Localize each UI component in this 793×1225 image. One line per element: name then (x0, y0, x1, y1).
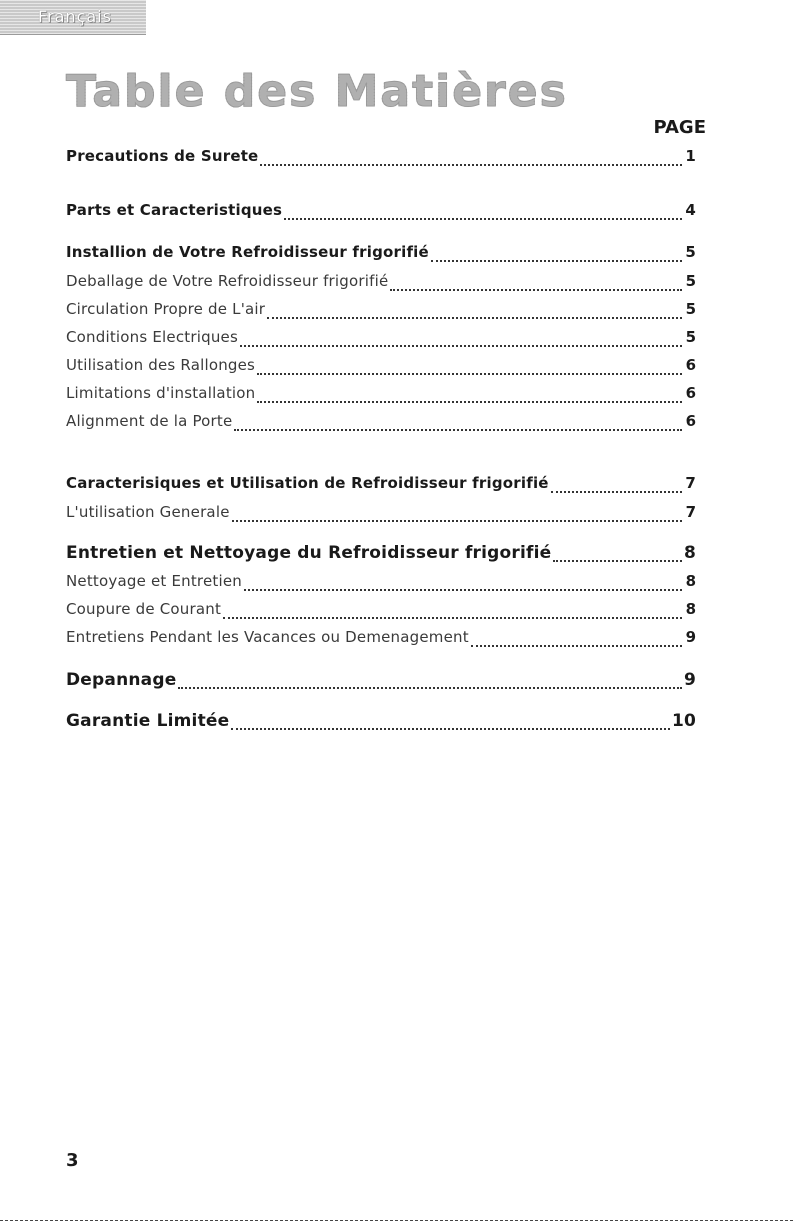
toc-entry (66, 628, 696, 652)
toc-entry-label: Entretiens Pendant les Vacances ou Demenagement (66, 628, 469, 646)
toc-entry-page: 4 (685, 201, 696, 219)
toc-entry-label: Garantie Limitée (66, 711, 230, 731)
toc-entry (66, 503, 696, 527)
toc-entry-page: 9 (683, 670, 696, 690)
leader-dots (244, 589, 682, 591)
toc-entry (66, 543, 696, 567)
leader-dots (390, 289, 682, 291)
toc-entry-page: 7 (685, 503, 696, 521)
toc-entry (66, 670, 696, 694)
toc-entry-page: 1 (685, 147, 696, 165)
toc-entry (66, 412, 696, 436)
toc-entry-label: L'utilisation Generale (66, 503, 230, 521)
leader-dots (231, 728, 670, 730)
toc-entry-page: 5 (685, 300, 696, 318)
toc-entry-page: 5 (685, 243, 696, 261)
toc-entry-page: 10 (671, 711, 696, 731)
leader-dots (178, 687, 682, 689)
language-tab (0, 0, 146, 35)
toc-entry-page: 6 (685, 412, 696, 430)
toc-entry (66, 272, 696, 296)
toc-entry (66, 711, 696, 735)
toc-entry (66, 328, 696, 352)
toc-entry-label: Circulation Propre de L'air (66, 300, 266, 318)
toc-entry-label: Parts et Caracteristiques (66, 201, 283, 219)
toc-entry-label: Caracterisiques et Utilisation de Refroidisseur frigorifié (66, 474, 549, 492)
toc-entry-label: Limitations d'installation (66, 384, 256, 402)
toc-entry-page: 8 (685, 600, 696, 618)
toc-entry-page: 5 (685, 272, 696, 290)
leader-dots (240, 345, 682, 347)
toc-entry-page: 9 (685, 628, 696, 646)
toc-entry-label: Nettoyage et Entretien (66, 572, 242, 590)
toc-entry-page: 8 (685, 572, 696, 590)
toc-entry (66, 600, 696, 624)
toc-entry-label: Deballage de Votre Refroidisseur frigorifié (66, 272, 389, 290)
toc-entry-label: Depannage (66, 670, 177, 690)
page-title: Table des Matières (66, 66, 568, 117)
toc-entry-label: Precautions de Surete (66, 147, 259, 165)
toc-entry (66, 474, 696, 498)
toc-entry-label: Utilisation des Rallonges (66, 356, 256, 374)
toc-entry (66, 384, 696, 408)
toc-entry-label: Installion de Votre Refroidisseur frigorifié (66, 243, 429, 261)
toc-entry-page: 8 (683, 543, 696, 563)
page-number: 3 (66, 1150, 79, 1171)
toc-entry-page: 5 (685, 328, 696, 346)
toc-entry (66, 572, 696, 596)
toc-entry (66, 201, 696, 225)
leader-dots (257, 401, 682, 403)
toc-entry-label: Conditions Electriques (66, 328, 238, 346)
leader-dots (431, 260, 682, 262)
leader-dots (234, 429, 682, 431)
leader-dots (257, 373, 682, 375)
toc-entry-label: Entretien et Nettoyage du Refroidisseur frigorifié (66, 543, 552, 563)
toc-entry (66, 243, 696, 267)
leader-dots (553, 560, 682, 562)
toc-entry-label: Alignment de la Porte (66, 412, 233, 430)
page-column-header: PAGE (653, 117, 706, 138)
leader-dots (260, 164, 682, 166)
leader-dots (267, 317, 682, 319)
leader-dots (551, 491, 682, 493)
toc-entry (66, 300, 696, 324)
toc-entry-page: 7 (685, 474, 696, 492)
language-tab-label: Français (38, 7, 112, 26)
toc-entry (66, 356, 696, 380)
toc-entry (66, 147, 696, 171)
toc-entry-label: Coupure de Courant (66, 600, 222, 618)
leader-dots (284, 218, 682, 220)
leader-dots (471, 645, 682, 647)
toc-entry-page: 6 (685, 384, 696, 402)
leader-dots (223, 617, 682, 619)
toc-entry-page: 6 (685, 356, 696, 374)
leader-dots (232, 520, 682, 522)
bottom-divider (0, 1220, 793, 1221)
